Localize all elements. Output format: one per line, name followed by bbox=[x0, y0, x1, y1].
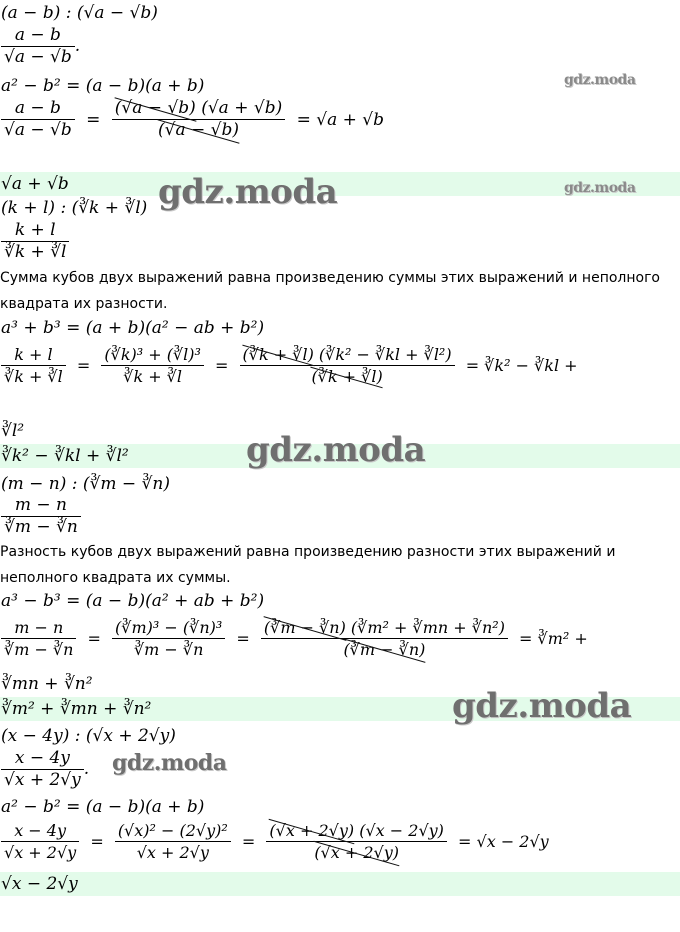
cancelled-factor: (√x + 2√y) bbox=[269, 821, 355, 840]
answer-3: ∛m² + ∛mn + ∛n² bbox=[1, 699, 152, 719]
fraction-denominator: ∛m − ∛n bbox=[4, 517, 78, 537]
task-3: (m − n) : (∛m − ∛n) bbox=[1, 474, 170, 494]
mid-numerator: (∛k)³ + (∛l)³ bbox=[101, 344, 204, 366]
solution-3 bbox=[1, 617, 594, 660]
lhs-denominator: √a − √b bbox=[4, 120, 72, 140]
right-denominator bbox=[266, 842, 447, 863]
lhs-denominator: ∛m − ∛n bbox=[4, 640, 74, 659]
fraction-denominator: ∛k + ∛l bbox=[4, 242, 67, 262]
mid-denominator bbox=[112, 120, 285, 141]
explanation-2-line-1: Сумма кубов двух выражений равна произведению суммы этих выражений и неполного bbox=[0, 270, 660, 286]
fraction-period: . bbox=[74, 36, 81, 56]
equals-sign: = bbox=[76, 355, 91, 375]
cancelled-factor: (√x + 2√y) bbox=[314, 843, 400, 862]
cancelled-factor: (√a − √b) bbox=[158, 120, 239, 140]
task-2-fraction bbox=[1, 220, 69, 263]
result-4: = √x − 2√y bbox=[458, 831, 549, 851]
task-4: (x − 4y) : (√x + 2√y) bbox=[1, 726, 176, 746]
right-numerator bbox=[261, 617, 508, 639]
answer-2: ∛k² − ∛kl + ∛l² bbox=[1, 446, 129, 466]
result-2-wrap: ∛l² bbox=[1, 421, 25, 441]
task-2: (k + l) : (∛k + ∛l) bbox=[1, 198, 148, 218]
lhs-denominator: ∛k + ∛l bbox=[4, 367, 63, 386]
right-denominator bbox=[240, 366, 455, 387]
task-1: (a − b) : (√a − √b) bbox=[1, 3, 158, 23]
solution-1 bbox=[1, 98, 390, 141]
watermark-logo: gdz.moda bbox=[158, 172, 338, 212]
result-2: = ∛k² − ∛kl + bbox=[465, 355, 578, 375]
explanation-3-line-2: неполного квадрата их суммы. bbox=[0, 570, 231, 586]
cancelled-factor: (∛k + ∛l) bbox=[311, 367, 383, 386]
equals-sign: = bbox=[90, 831, 104, 851]
identity-1: a² − b² = (a − b)(a + b) bbox=[1, 76, 205, 96]
lhs-numerator: a − b bbox=[1, 98, 75, 120]
solution-2 bbox=[1, 344, 584, 387]
result-3: = ∛m² + bbox=[519, 628, 588, 648]
equals-sign: = bbox=[215, 355, 229, 375]
right-denominator bbox=[261, 639, 508, 660]
remaining-factor: (∛m² + ∛mn + ∛n²) bbox=[350, 618, 505, 637]
fraction-denominator: √a − √b bbox=[4, 47, 72, 67]
explanation-2-line-2: квадрата их разности. bbox=[0, 296, 168, 312]
cancelled-factor: (√a − √b) bbox=[114, 98, 196, 118]
answer-band-4 bbox=[0, 872, 680, 896]
lhs-numerator: k + l bbox=[1, 344, 66, 366]
lhs-numerator: m − n bbox=[1, 617, 76, 639]
watermark-logo: gdz.moda bbox=[564, 180, 636, 196]
task-3-fraction bbox=[1, 495, 81, 538]
equals-sign: = bbox=[241, 831, 256, 851]
mid-numerator: (√x)² − (2√y)² bbox=[115, 820, 231, 842]
answer-4: √x − 2√y bbox=[1, 874, 78, 894]
identity-4: a² − b² = (a − b)(a + b) bbox=[1, 797, 205, 817]
fraction-denominator: √x + 2√y bbox=[4, 770, 81, 790]
answer-1: √a + √b bbox=[1, 174, 69, 194]
result-1: = √a + √b bbox=[296, 109, 384, 130]
mid-numerator bbox=[112, 98, 285, 120]
identity-3: a³ − b³ = (a − b)(a² + ab + b²) bbox=[1, 591, 265, 611]
remaining-factor: (√x − 2√y) bbox=[359, 821, 444, 840]
remaining-factor: (√a + √b) bbox=[201, 98, 283, 118]
watermark-logo: gdz.moda bbox=[112, 750, 227, 776]
remaining-factor: (∛k² − ∛kl + ∛l²) bbox=[318, 345, 452, 364]
fraction-period: . bbox=[83, 759, 90, 779]
right-numerator bbox=[266, 820, 447, 842]
result-3-wrap: ∛mn + ∛n² bbox=[1, 674, 93, 694]
cancelled-factor: (∛m − ∛n) bbox=[263, 618, 346, 637]
watermark-logo: gdz.moda bbox=[564, 72, 636, 88]
lhs-numerator: x − 4y bbox=[1, 820, 79, 842]
mid-denominator: ∛m − ∛n bbox=[133, 640, 204, 659]
explanation-3-line-1: Разность кубов двух выражений равна произведению разности этих выражений и bbox=[0, 544, 616, 560]
task-4-fraction bbox=[1, 748, 89, 791]
cancelled-factor: (∛m − ∛n) bbox=[343, 640, 426, 659]
right-numerator bbox=[240, 344, 455, 366]
fraction-numerator: x − 4y bbox=[1, 748, 84, 770]
task-1-fraction bbox=[1, 25, 80, 68]
solution-4 bbox=[1, 820, 555, 863]
fraction-numerator: m − n bbox=[1, 495, 81, 517]
equals-sign: = bbox=[236, 628, 250, 648]
watermark-logo: gdz.moda bbox=[246, 430, 426, 470]
fraction-numerator: a − b bbox=[1, 25, 75, 47]
watermark-logo: gdz.moda bbox=[452, 686, 632, 726]
equals-sign: = bbox=[87, 628, 101, 648]
equals-sign: = bbox=[86, 109, 101, 130]
identity-2: a³ + b³ = (a + b)(a² − ab + b²) bbox=[1, 318, 265, 338]
lhs-denominator: √x + 2√y bbox=[4, 843, 77, 862]
fraction-numerator: k + l bbox=[1, 220, 69, 242]
cancelled-factor: (∛k + ∛l) bbox=[242, 345, 314, 364]
mid-numerator: (∛m)³ − (∛n)³ bbox=[112, 617, 225, 639]
mid-denominator: ∛k + ∛l bbox=[123, 367, 183, 386]
mid-denominator: √x + 2√y bbox=[136, 843, 209, 862]
